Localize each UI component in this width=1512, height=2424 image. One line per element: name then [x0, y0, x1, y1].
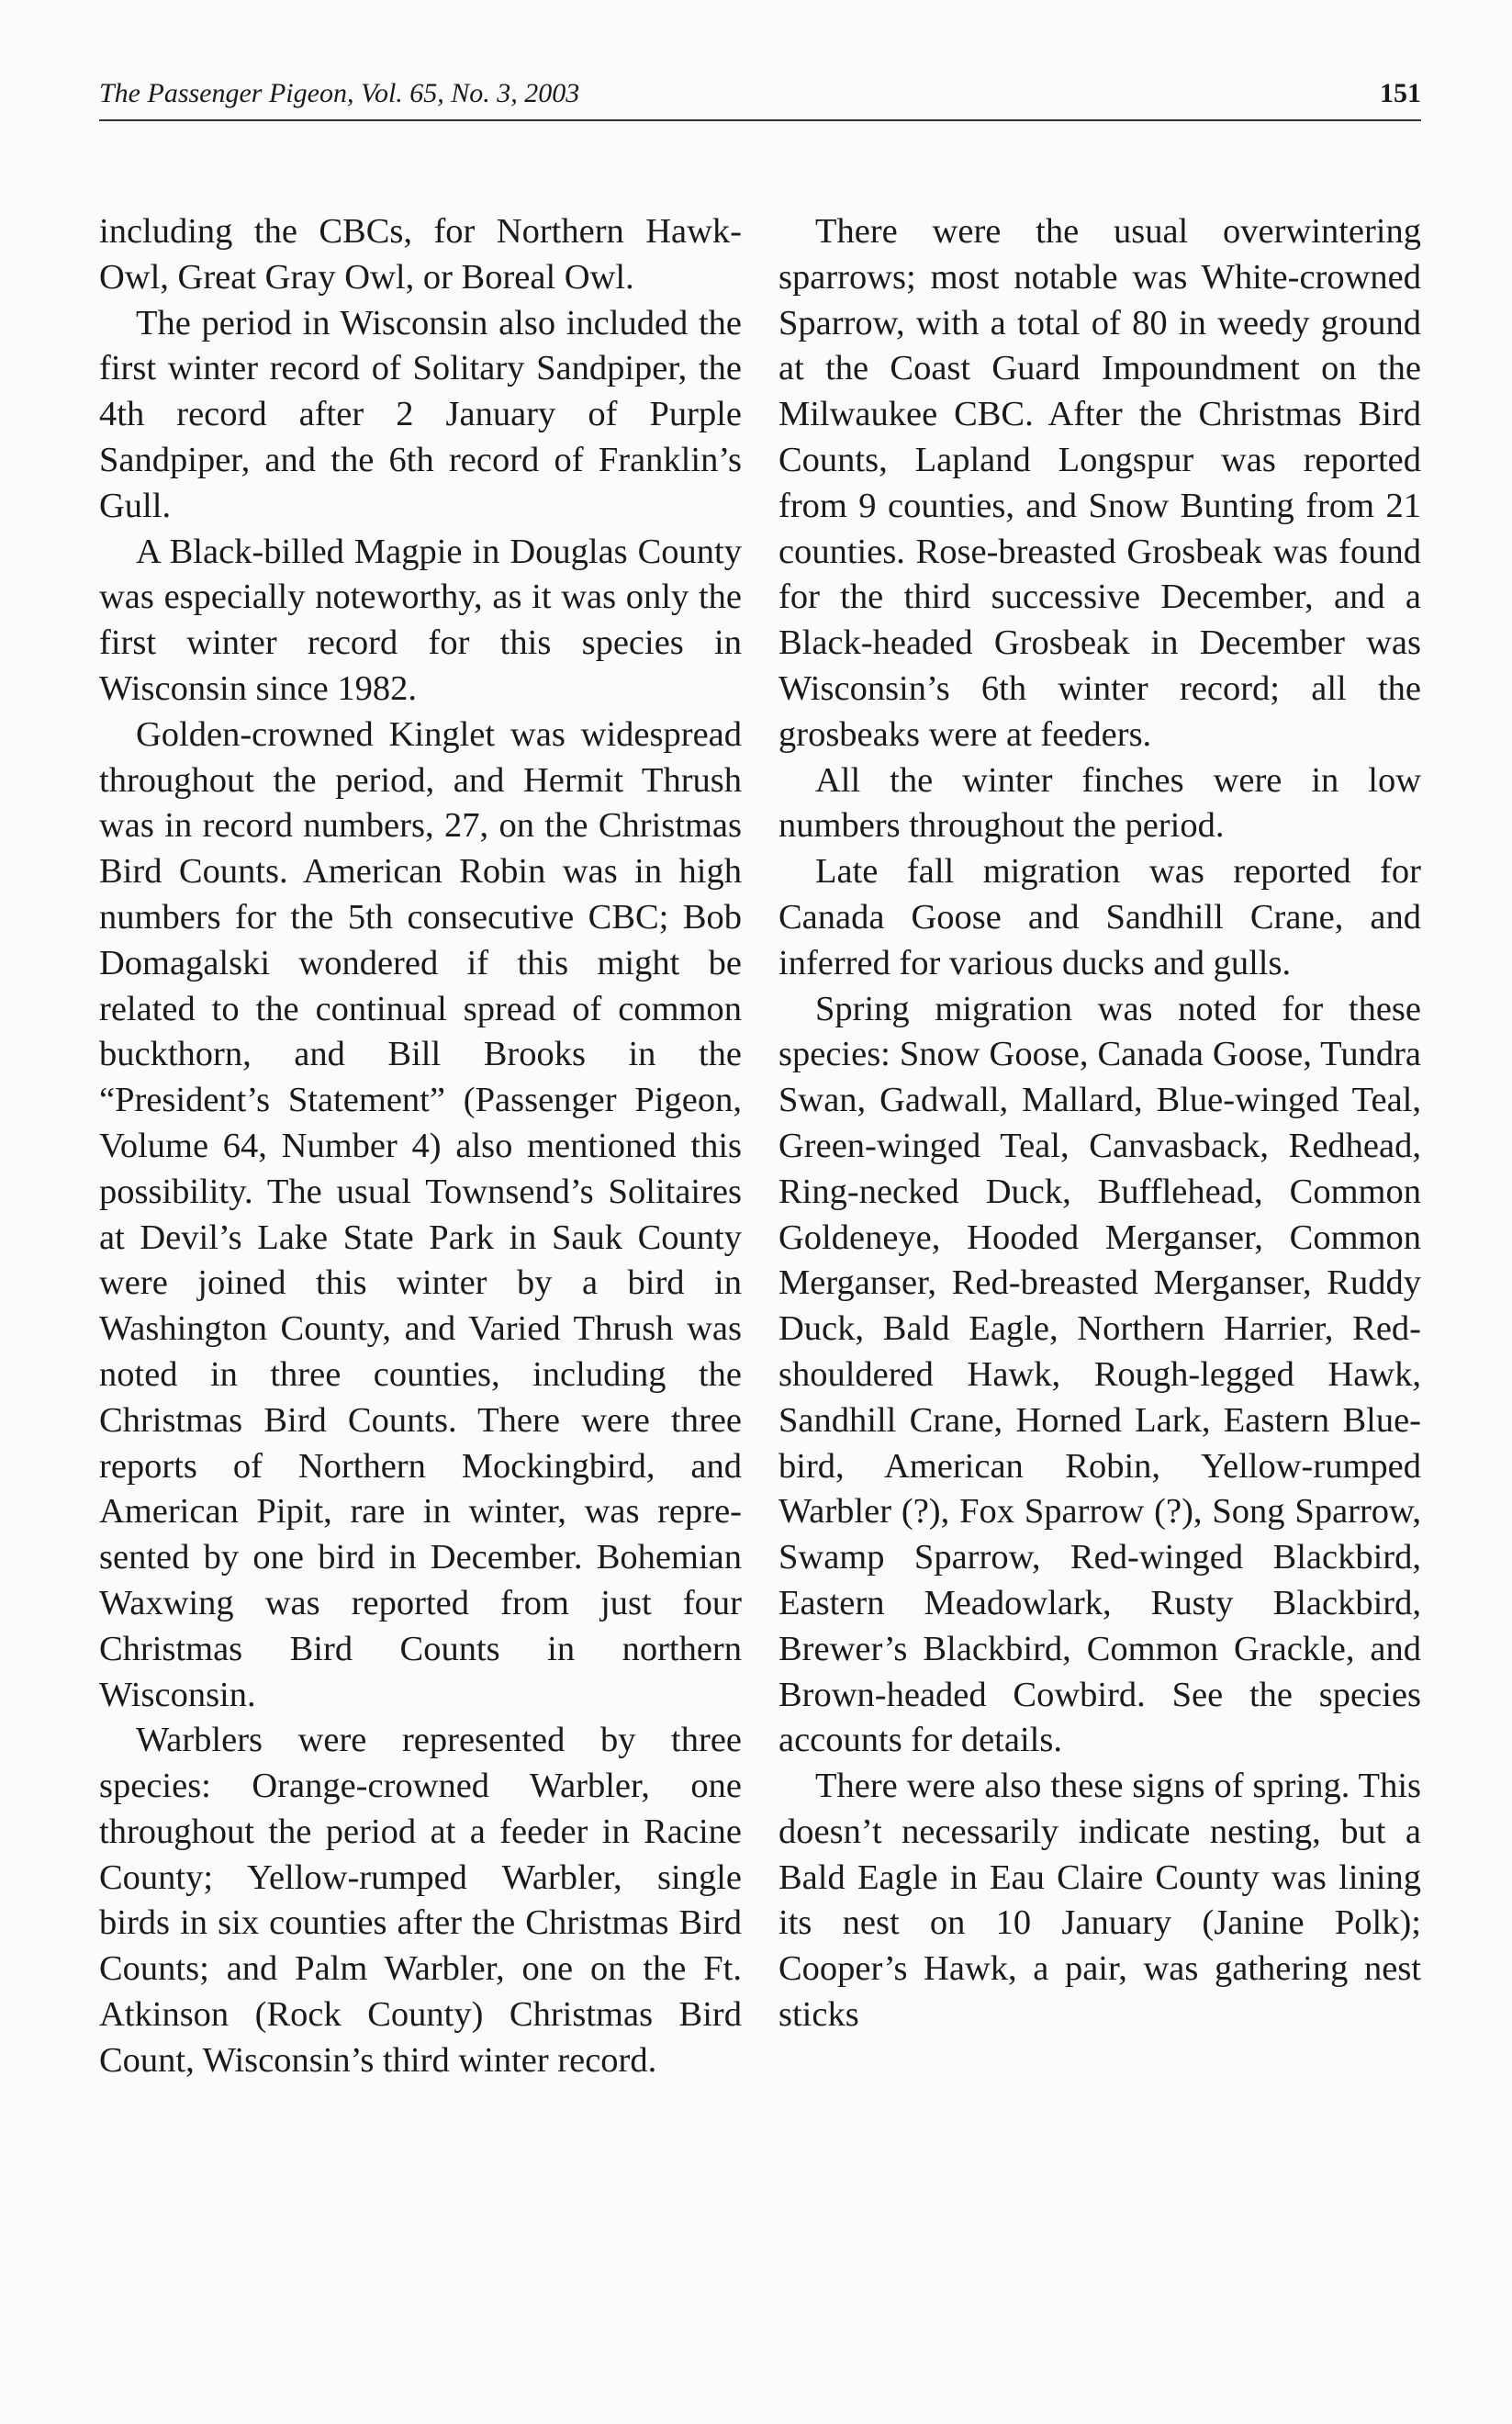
paragraph: Golden-crowned Kinglet was widespread throughout the period, and Hermit Thrush was in record numbers, 27, on the Christmas Bird Counts. American Robin was in high numbers for the 5th consecutive CBC; Bob Domagalski wondered if this might be related to the continual spread of common buckthorn, and Bill Brooks in the “President’s Statement” (Passenger Pigeon, Volume 64, Number 4) also mentioned this possibility. The usual Townsend’s Solitaires at Devil’s Lake State Park in Sauk County were joined this winter by a bird in Washington County, and Varied Thrush was noted in three counties, including the Christmas Bird Counts. There were three reports of Northern Mockingbird, and American Pipit, rare in winter, was represented by one bird in December. Bohemian Waxwing was reported from just four Christmas Bird Counts in northern Wisconsin.	[99, 714, 742, 1714]
journal-reference: The Passenger Pigeon, Vol. 65, No. 3, 2003	[99, 78, 580, 108]
paragraph: Warblers were represented by three species: Orange-crowned Warbler, one throughout the period at a feeder in Racine County; Yellow-rumped Warbler, single birds in six counties after the Christmas Bird Counts; and Palm Warbler, one on the Ft. Atkinson (Rock County) Christmas Bird Count, Wisconsin’s third winter record.	[99, 1721, 742, 2080]
paragraph: There were also these signs of spring. This doesn’t necessarily indicate nesting, but a Bald Eagle in Eau Claire County was lining its nest on 10 January (Janine Polk); Cooper’s Hawk, a pair, was gathering nest sticks	[778, 1767, 1421, 2035]
right-column	[778, 209, 1421, 2038]
paragraph: There were the usual overwintering sparrows; most notable was White-crowned Sparrow, with a total of 80 in weedy ground at the Coast Guard Impoundment on the Milwaukee CBC. After the Christmas Bird Counts, Lapland Longspur was reported from 9 counties, and Snow Bunting from 21 counties. Rose-breasted Grosbeak was found for the third successive December, and a Black-headed Grosbeak in December was Wisconsin’s 6th winter record; all the grosbeaks were at feeders.	[778, 212, 1421, 754]
paragraph: All the winter finches were in low numbers throughout the period.	[778, 760, 1421, 846]
page-number: 151	[1380, 78, 1421, 108]
running-head	[99, 75, 1421, 112]
left-column	[99, 209, 742, 2084]
header-rule	[99, 119, 1421, 121]
paragraph: including the CBCs, for Northern Hawk-Owl, Great Gray Owl, or Boreal Owl.	[99, 212, 742, 297]
paragraph: A Black-billed Magpie in Douglas County was especially noteworthy, as it was only the first winter record for this species in Wisconsin since 1982.	[99, 532, 742, 708]
paragraph: Spring migration was noted for these species: Snow Goose, Canada Goose, Tundra Swan, Gadwall, Mallard, Blue-winged Teal, Green-winged Teal, Canvasback, Redhead, Ring-necked Duck, Bufflehead, Common Goldeneye, Hooded Merganser, Common Merganser, Red-breasted Merganser, Ruddy Duck, Bald Eagle, Northern Harrier, Red-shouldered Hawk, Rough-legged Hawk, Sandhill Crane, Horned Lark, Eastern Bluebird, American Robin, Yellow-rumped Warbler (?), Fox Sparrow (?), Song Sparrow, Swamp Sparrow, Red-winged Blackbird, Eastern Meadowlark, Rusty Blackbird, Brewer’s Blackbird, Common Grackle, and Brown-headed Cowbird. See the species accounts for details.	[778, 989, 1421, 1760]
paragraph: Late fall migration was reported for Canada Goose and Sandhill Crane, and inferred for various ducks and gulls.	[778, 852, 1421, 982]
paragraph: The period in Wisconsin also included the first winter record of Solitary Sandpiper, the 4th record after 2 January of Purple Sandpiper, and the 6th record of Franklin’s Gull.	[99, 303, 742, 525]
